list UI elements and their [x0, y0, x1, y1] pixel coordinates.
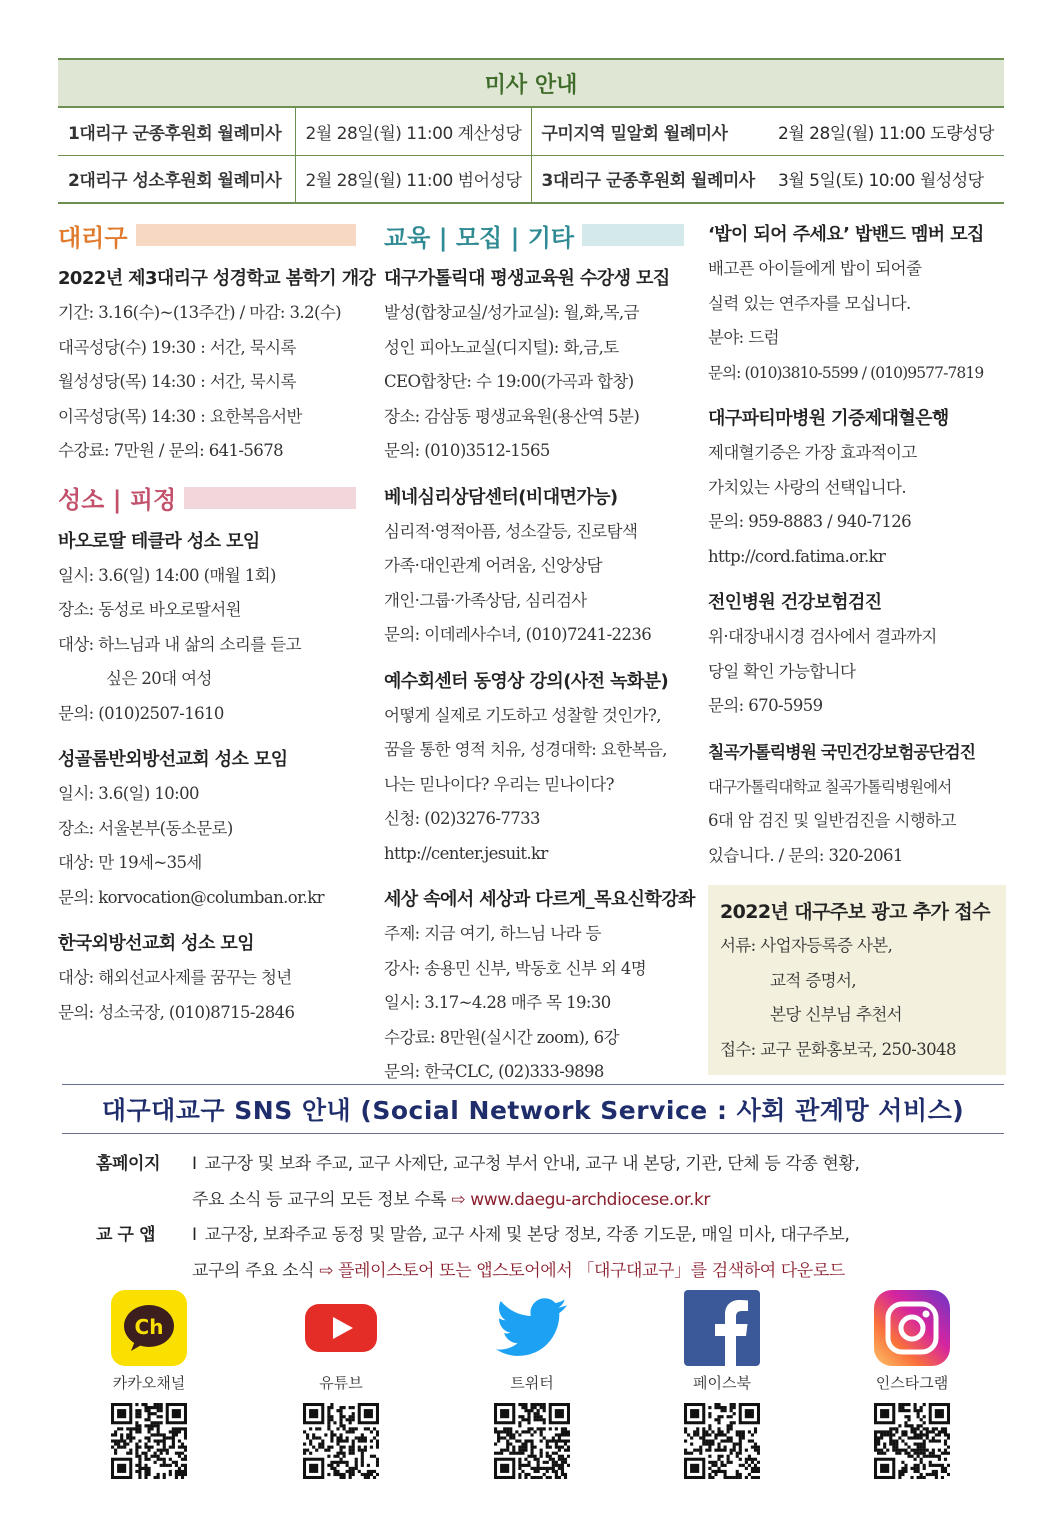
notice-link[interactable]: http://center.jesuit.kr	[384, 843, 548, 863]
notice-title: 2022년 제3대리구 성경학교 봄학기 개강	[58, 268, 376, 289]
qr-code[interactable]	[494, 1403, 570, 1479]
notice-line: 장소: 서울본부(동소문로)	[58, 818, 233, 838]
qr-code[interactable]	[684, 1403, 760, 1479]
notice-block	[708, 736, 1006, 874]
notice-title: 세상 속에서 세상과 다르게_목요신학강좌	[384, 889, 695, 910]
notice-line: 나는 믿나이다? 우리는 믿나이다?	[384, 774, 614, 794]
mass-name: 2대리구 성소후원회 월례미사	[58, 155, 295, 203]
table-row	[58, 155, 1004, 203]
mass-when: 2월 28일(월) 11:00 계산성당	[295, 107, 531, 155]
notice-line: 가족·대인관계 어려움, 신앙상담	[384, 556, 602, 575]
notice-line: 6대 암 검진 및 일반검진을 시행하고	[708, 811, 956, 830]
notice-line: 문의: 이데레사수녀, (010)7241-2236	[384, 625, 652, 644]
notice-line: 분야: 드럼	[708, 328, 779, 347]
notice-line: 대상: 해외선교사제를 꿈꾸는 청년	[58, 968, 292, 987]
section-label: 교육 | 모집 | 기타	[384, 223, 575, 252]
sns-desc: 교구장, 보좌주교 동정 및 말씀, 교구 사제 및 본당 정보, 각종 기도문, 매일 미사, 대구주보,	[204, 1225, 850, 1245]
notice-line: 문의: 670-5959	[708, 696, 823, 715]
notice-line: 교적 증명서,	[770, 970, 856, 990]
facebook-icon[interactable]	[684, 1290, 760, 1366]
notice-line: 제대혈기증은 가장 효과적이고	[708, 443, 917, 462]
notice-title: 예수회센터 동영상 강의(사전 녹화분)	[384, 670, 669, 692]
notice-title: 대구가톨릭대 평생교육원 수강생 모집	[384, 268, 670, 289]
qr-code[interactable]	[874, 1403, 950, 1479]
notice-link[interactable]: http://cord.fatima.or.kr	[708, 546, 886, 566]
notice-title: 성골롬반외방선교회 성소 모임	[58, 749, 288, 770]
mass-name: 구미지역 밀알회 월례미사	[531, 107, 768, 155]
mass-when: 3월 5일(토) 10:00 월성성당	[768, 155, 1004, 203]
notice-block	[58, 525, 356, 732]
column-right	[708, 218, 1006, 1087]
notice-title: ‘밥이 되어 주세요’ 밥밴드 멤버 모집	[708, 224, 984, 245]
sns-homepage-row: 홈페이지 I 교구장 및 보좌 주교, 교구 사제단, 교구청 부서 안내, 교구 내 본당, 기관, 단체 등 각종 현황, 주요 소식 등 교구의 모든 정보 수록 ⇨ www.daegu-archdiocese.or.kr	[96, 1146, 996, 1218]
column-middle	[384, 218, 695, 1102]
sns-desc: 교구장 및 보좌 주교, 교구 사제단, 교구청 부서 안내, 교구 내 본당, 기관, 단체 등 각종 현황,	[204, 1154, 860, 1174]
table-row	[58, 107, 1004, 155]
notice-line: 기간: 3.16(수)~(13주간) / 마감: 3.2(수)	[58, 303, 341, 322]
notice-block	[58, 262, 376, 469]
kakao-channel-icon[interactable]	[111, 1290, 187, 1366]
notice-block	[384, 883, 695, 1090]
notice-line: 접수: 교구 문화홍보국, 250-3048	[720, 1039, 956, 1059]
notice-line: 싶은 20대 여성	[106, 669, 212, 688]
mass-name: 3대리구 군종후원회 월례미사	[531, 155, 768, 203]
section-label: 대리구	[58, 223, 128, 252]
section-header	[384, 218, 684, 252]
notice-line: 가치있는 사랑의 선택입니다.	[708, 477, 907, 497]
notice-title: 2022년 대구주보 광고 추가 접수	[720, 901, 990, 923]
notice-line: 수강료: 8만원(실시간 zoom), 6강	[384, 1027, 619, 1047]
notice-line: 장소: 동성로 바오로딸서원	[58, 600, 241, 619]
column-left	[58, 218, 376, 1042]
notice-line: 문의: (010)3512-1565	[384, 441, 550, 460]
notice-title: 전인병원 건강보험검진	[708, 592, 882, 613]
notice-line: 배고픈 아이들에게 밥이 되어줄	[708, 259, 922, 278]
notice-title: 바오로딸 테클라 성소 모임	[58, 530, 260, 552]
notice-block	[384, 262, 684, 469]
notice-line: 수강료: 7만원 / 문의: 641-5678	[58, 441, 283, 460]
notice-block	[708, 218, 1006, 390]
notice-line: 서류: 사업자등록증 사본,	[720, 936, 893, 955]
twitter-icon[interactable]	[494, 1290, 570, 1366]
notice-line: 대상: 하느님과 내 삶의 소리를 듣고	[58, 634, 301, 654]
icon-label: 유튜브	[319, 1374, 363, 1392]
icon-label: 트위터	[510, 1374, 554, 1392]
notice-line: 본당 신부님 추천서	[770, 1005, 903, 1024]
notice-line: 일시: 3.6(일) 10:00	[58, 784, 199, 803]
notice-block	[58, 927, 356, 1030]
notice-line: 성인 피아노교실(디지털): 화,금,토	[384, 337, 619, 357]
notice-line: 신청: (02)3276-7733	[384, 809, 540, 828]
ad-notice-box	[708, 885, 1006, 1075]
qr-code[interactable]	[111, 1403, 187, 1479]
mass-name: 1대리구 군종후원회 월례미사	[58, 107, 295, 155]
sns-facebook[interactable]	[677, 1290, 767, 1483]
sns-desc: 교구의 주요 소식	[192, 1261, 315, 1281]
sns-header	[62, 1084, 1004, 1134]
notice-block	[708, 402, 1006, 574]
app-download-link[interactable]: ⇨ 플레이스토어 또는 앱스토어에서 「대구대교구」를 검색하여 다운로드	[319, 1261, 845, 1281]
sns-title: 대구대교구 SNS 안내 (Social Network Service : 사회 관계망 서비스)	[101, 1096, 965, 1125]
mass-title: 미사 안내	[58, 59, 1004, 107]
notice-line: 문의: (010)3810-5599 / (010)9577-7819	[708, 363, 984, 382]
notice-line: 강사: 송용민 신부, 박동호 신부 외 4명	[384, 958, 647, 978]
icon-label: 카카오채널	[112, 1374, 186, 1392]
mass-when: 2월 28일(월) 11:00 범어성당	[295, 155, 531, 203]
notice-line: 월성성당(목) 14:30 : 서간, 묵시록	[58, 372, 296, 391]
instagram-icon[interactable]	[874, 1290, 950, 1366]
sns-key: 홈페이지	[96, 1154, 161, 1174]
notice-line: 일시: 3.17~4.28 매주 목 19:30	[384, 993, 611, 1012]
notice-line: 대곡성당(수) 19:30 : 서간, 묵시록	[58, 337, 296, 357]
notice-line: 대구가톨릭대학교 칠곡가톨릭병원에서	[708, 777, 952, 796]
sns-desc: 주요 소식 등 교구의 모든 정보 수록	[192, 1190, 447, 1210]
sns-app-row: 교 구 앱 I 교구장, 보좌주교 동정 및 말씀, 교구 사제 및 본당 정보, 각종 기도문, 매일 미사, 대구주보, 교구의 주요 소식 ⇨ 플레이스토어 또는 앱스토어에서 「대구대교구」를 검색하여 다운로드	[96, 1217, 996, 1289]
youtube-icon[interactable]	[303, 1290, 379, 1366]
notice-line: 문의: 959-8883 / 940-7126	[708, 512, 912, 531]
notice-block	[58, 743, 356, 915]
section-label: 성소 | 피정	[58, 486, 177, 514]
mass-table	[58, 58, 1004, 204]
icon-label: 인스타그램	[875, 1374, 949, 1392]
svg-text:Ch: Ch	[134, 1315, 164, 1339]
section-header	[58, 218, 356, 252]
notice-block	[708, 586, 1006, 724]
sns-key: 교 구 앱	[96, 1225, 156, 1245]
notice-title: 베네심리상담센터(비대면가능)	[384, 486, 618, 508]
notice-line: 개인·그룹·가족상담, 심리검사	[384, 590, 587, 610]
notice-line: 문의: 성소국장, (010)8715-2846	[58, 1002, 295, 1022]
notice-line: 일시: 3.6(일) 14:00 (매월 1회)	[58, 565, 276, 585]
notice-line: 당일 확인 가능합니다	[708, 661, 856, 681]
notice-title: 한국외방선교회 성소 모임	[58, 933, 255, 954]
homepage-link[interactable]: ⇨ www.daegu-archdiocese.or.kr	[451, 1190, 710, 1210]
notice-block	[384, 665, 684, 872]
sns-twitter[interactable]	[487, 1290, 577, 1483]
notice-title: 대구파티마병원 기증제대혈은행	[708, 408, 949, 429]
notice-line: 문의: 한국CLC, (02)333-9898	[384, 1062, 604, 1081]
notice-line: 주제: 지금 여기, 하느님 나라 등	[384, 924, 601, 943]
notice-line: 문의: korvocation@columban.or.kr	[58, 887, 324, 907]
mass-when: 2월 28일(월) 11:00 도량성당	[768, 107, 1004, 155]
section-header	[58, 481, 356, 515]
notice-line: 문의: (010)2507-1610	[58, 703, 224, 723]
notice-line: 장소: 감삼동 평생교육원(용산역 5분)	[384, 406, 640, 426]
notice-line: 대상: 만 19세~35세	[58, 853, 202, 872]
sns-instagram[interactable]	[867, 1290, 957, 1483]
sns-youtube[interactable]	[296, 1290, 386, 1483]
qr-code[interactable]	[303, 1403, 379, 1479]
notice-line: 실력 있는 연주자를 모십니다.	[708, 293, 911, 313]
notice-line: 꿈을 통한 영적 치유, 성경대학: 요한복음,	[384, 740, 667, 759]
icon-label: 페이스북	[693, 1374, 751, 1392]
notice-block	[384, 481, 684, 653]
notice-line: 심리적·영적아픔, 성소갈등, 진로탐색	[384, 521, 638, 541]
notice-title: 칠곡가톨릭병원 국민건강보험공단검진	[708, 742, 976, 763]
notice-line: 어떻게 실제로 기도하고 성찰할 것인가?,	[384, 705, 661, 725]
notice-line: 위·대장내시경 검사에서 결과까지	[708, 627, 937, 646]
sns-kakao[interactable]	[104, 1290, 194, 1483]
notice-line: 이곡성당(목) 14:30 : 요한복음서반	[58, 406, 302, 426]
notice-line: 있습니다. / 문의: 320-2061	[708, 845, 903, 865]
notice-line: CEO합창단: 수 19:00(가곡과 합창)	[384, 372, 634, 391]
notice-line: 발성(합창교실/성가교실): 월,화,목,금	[384, 303, 639, 322]
